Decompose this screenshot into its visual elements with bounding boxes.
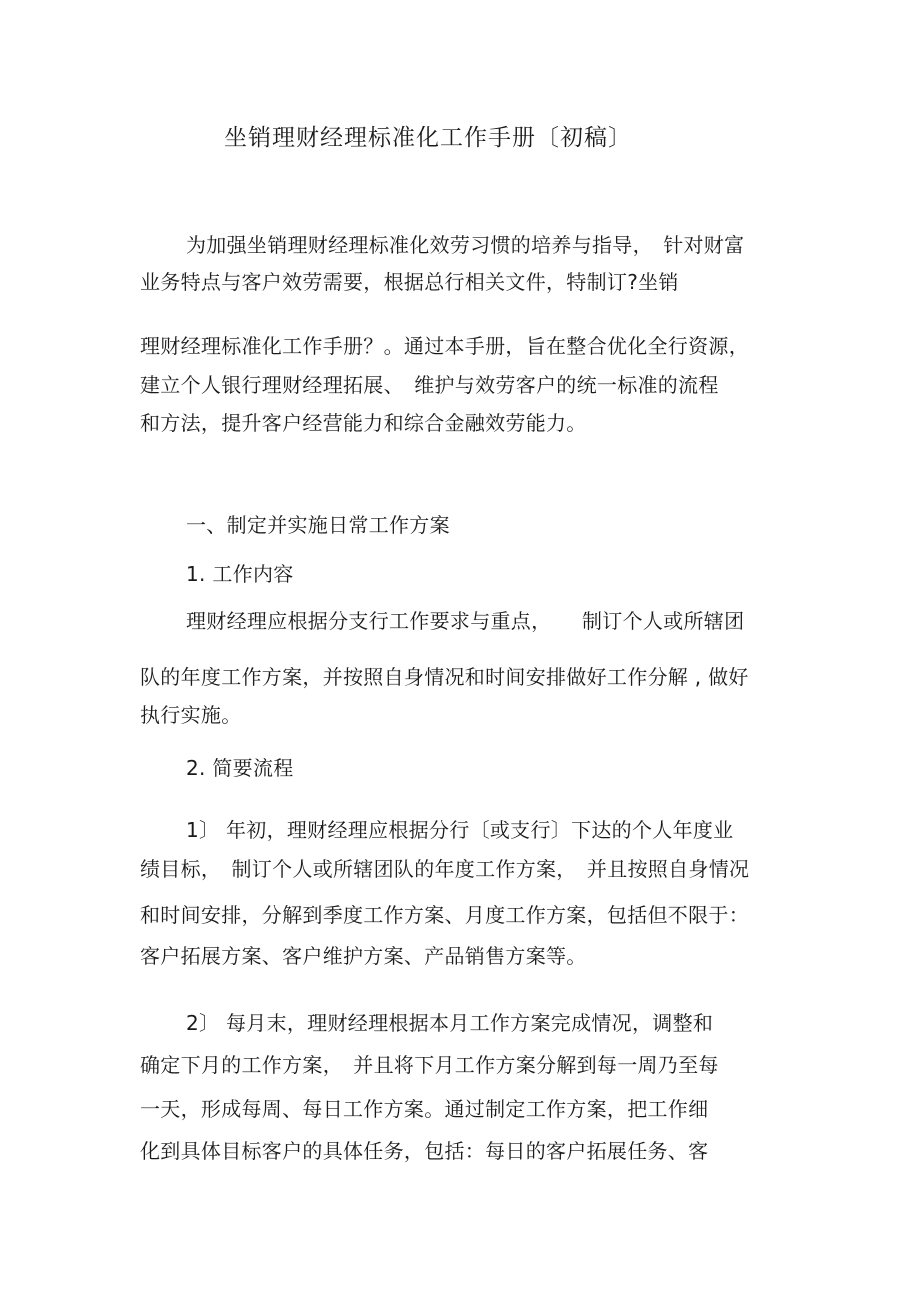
- intro-line-4: 建立个人银行理财经理拓展、 维护与效劳客户的统一标准的流程: [140, 373, 719, 397]
- step-2-line-4: 化到具体目标客户的具体任务，包括：每日的客户拓展任务、客: [140, 1139, 709, 1163]
- intro-line-3: 理财经理标准化工作手册？。通过本手册，旨在整合优化全行资源，: [140, 334, 749, 358]
- intro-line-5: 和方法，提升客户经营能力和综合金融效劳能力。: [140, 411, 587, 435]
- step-1-line-1: 1〕 年初，理财经理应根据分行〔或支行〕下达的个人年度业: [186, 818, 734, 842]
- section-1-heading: 一、制定并实施日常工作方案: [186, 513, 450, 537]
- intro-line-1: 为加强坐销理财经理标准化效劳习惯的培养与指导， 针对财富: [186, 233, 745, 257]
- document-title: 坐销理财经理标准化工作手册〔初稿〕: [224, 125, 632, 151]
- step-1-line-3: 和时间安排，分解到季度工作方案、月度工作方案，包括但不限于：: [140, 903, 749, 927]
- item-1-line-3: 执行实施。: [140, 703, 242, 727]
- intro-line-2: 业务特点与客户效劳需要，根据总行相关文件，特制订?坐销: [140, 270, 679, 294]
- step-2-line-2: 确定下月的工作方案， 并且将下月工作方案分解到每一周乃至每: [140, 1053, 719, 1077]
- step-1-line-4: 客户拓展方案、客户维护方案、产品销售方案等。: [140, 944, 587, 968]
- item-1-heading: 1. 工作内容: [186, 562, 294, 586]
- step-1-line-2: 绩目标， 制订个人或所辖团队的年度工作方案， 并且按照自身情况: [140, 857, 750, 881]
- step-2-line-1: 2〕 每月末，理财经理根据本月工作方案完成情况，调整和: [186, 1011, 714, 1035]
- item-1-line-1: 理财经理应根据分支行工作要求与重点， 制订个人或所辖团: [186, 609, 745, 633]
- item-2-heading: 2. 简要流程: [186, 756, 294, 780]
- step-2-line-3: 一天，形成每周、每日工作方案。通过制定工作方案，把工作细: [140, 1097, 709, 1121]
- item-1-line-2: 队的年度工作方案，并按照自身情况和时间安排做好工作分解 , 做好: [140, 665, 749, 689]
